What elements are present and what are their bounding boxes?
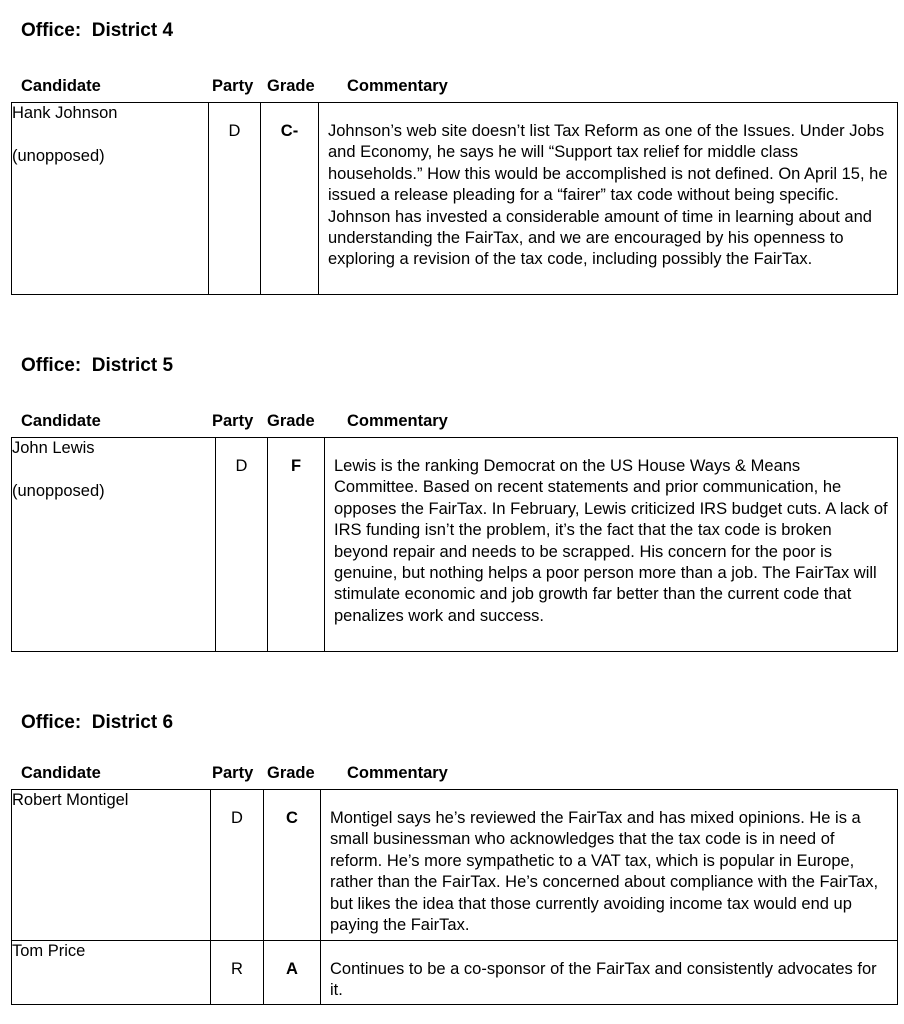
commentary-cell: Montigel says he’s reviewed the FairTax and has mixed opinions. He is a small businessman who acknowledges that the tax code is in need of reform. He’s more sympathetic to a VAT tax, which is popular in Europe, rather than the FairTax. He’s concerned about compliance with the FairTax, but likes the idea that those currently avoiding income tax would end up paying the FairTax. (321, 790, 898, 941)
column-header-candidate: Candidate (21, 412, 101, 430)
commentary-cell: Johnson’s web site doesn’t list Tax Reform as one of the Issues. Under Jobs and Economy, he says he will “Support tax relief for middle class households.” How this would be accomplished is not defined. On April 15, he issued a release pleading for a “fairer” tax code without being specific. Johnson has invested a considerable amount of time in learning about and understanding the FairTax, and we are encouraged by his openness to exploring a revision of the tax code, including possibly the FairTax. (319, 103, 898, 295)
commentary-cell: Lewis is the ranking Democrat on the US House Ways & Means Committee. Based on recent statements and prior communication, he opposes the FairTax. In February, Lewis criticized IRS budget cuts. A lack of IRS funding isn’t the problem, it’s the fact that the tax code is broken beyond repair and needs to be scrapped. His concern for the poor is genuine, but nothing helps a poor person more than a job. The FairTax will stimulate economic and job growth far better than the current code that penalizes work and success. (325, 438, 898, 652)
table-row (12, 790, 898, 941)
column-header-commentary: Commentary (347, 764, 448, 782)
column-header-grade: Grade (267, 412, 315, 430)
table-row (12, 103, 898, 295)
candidate-table-district-5 (11, 437, 898, 652)
candidate-table-district-4 (11, 102, 898, 295)
section-title-district-5: Office: District 5 (21, 355, 174, 376)
grade-cell: A (264, 941, 321, 1005)
party-cell: D (216, 438, 268, 652)
column-header-grade: Grade (267, 77, 315, 95)
candidate-cell (12, 941, 211, 1005)
table-row (12, 941, 898, 1005)
column-header-grade: Grade (267, 764, 315, 782)
candidate-table-district-6 (11, 789, 898, 1005)
column-header-commentary: Commentary (347, 412, 448, 430)
candidate-cell (12, 103, 209, 295)
grade-cell: F (268, 438, 325, 652)
party-cell: D (209, 103, 261, 295)
grade-cell: C (264, 790, 321, 941)
commentary-cell: Continues to be a co-sponsor of the FairTax and consistently advocates for it. (321, 941, 898, 1005)
party-cell: R (211, 941, 264, 1005)
column-header-candidate: Candidate (21, 77, 101, 95)
candidate-name: Tom Price (12, 942, 86, 960)
column-header-commentary: Commentary (347, 77, 448, 95)
candidate-note: (unopposed) (12, 147, 105, 166)
column-header-party: Party (212, 764, 254, 782)
candidate-note: (unopposed) (12, 482, 105, 501)
grade-cell: C- (261, 103, 319, 295)
candidate-name: John Lewis (12, 439, 95, 457)
candidate-cell (12, 790, 211, 941)
candidate-name: Hank Johnson (12, 104, 118, 122)
column-header-candidate: Candidate (21, 764, 101, 782)
column-header-party: Party (212, 412, 254, 430)
party-cell: D (211, 790, 264, 941)
candidate-cell (12, 438, 216, 652)
table-row (12, 438, 898, 652)
candidate-name: Robert Montigel (12, 791, 129, 809)
section-title-district-4: Office: District 4 (21, 20, 174, 41)
section-title-district-6: Office: District 6 (21, 712, 174, 733)
column-header-party: Party (212, 77, 254, 95)
